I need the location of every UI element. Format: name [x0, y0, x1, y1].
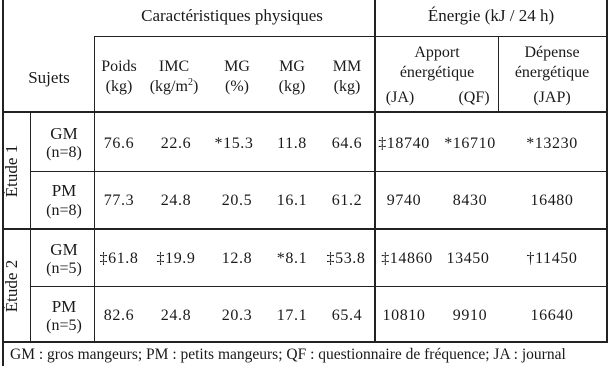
- expense-divider: [498, 36, 499, 112]
- header-subrule: [94, 36, 606, 37]
- study1-label: Étude 1: [2, 144, 21, 198]
- header-bottom-rule: [2, 111, 608, 113]
- group-divider: [94, 113, 95, 342]
- physical-group-header: Caractéristiques physiques: [141, 6, 323, 25]
- study-label-divider: [30, 113, 31, 342]
- table-footnote: GM : gros mangeurs; PM : petits mangeurs; QF : questionnaire de fréquence; JA : journal: [10, 346, 566, 363]
- table-bottom-rule: [2, 341, 608, 343]
- study2-inner-rule: [30, 286, 608, 287]
- subjects-divider: [94, 36, 95, 112]
- study1-inner-rule: [30, 171, 608, 172]
- subjects-header: Sujets: [28, 68, 70, 87]
- energy-group-header: Énergie (kJ / 24 h): [427, 6, 555, 25]
- study2-label: Étude 2: [2, 259, 21, 313]
- study-separator: [2, 228, 608, 230]
